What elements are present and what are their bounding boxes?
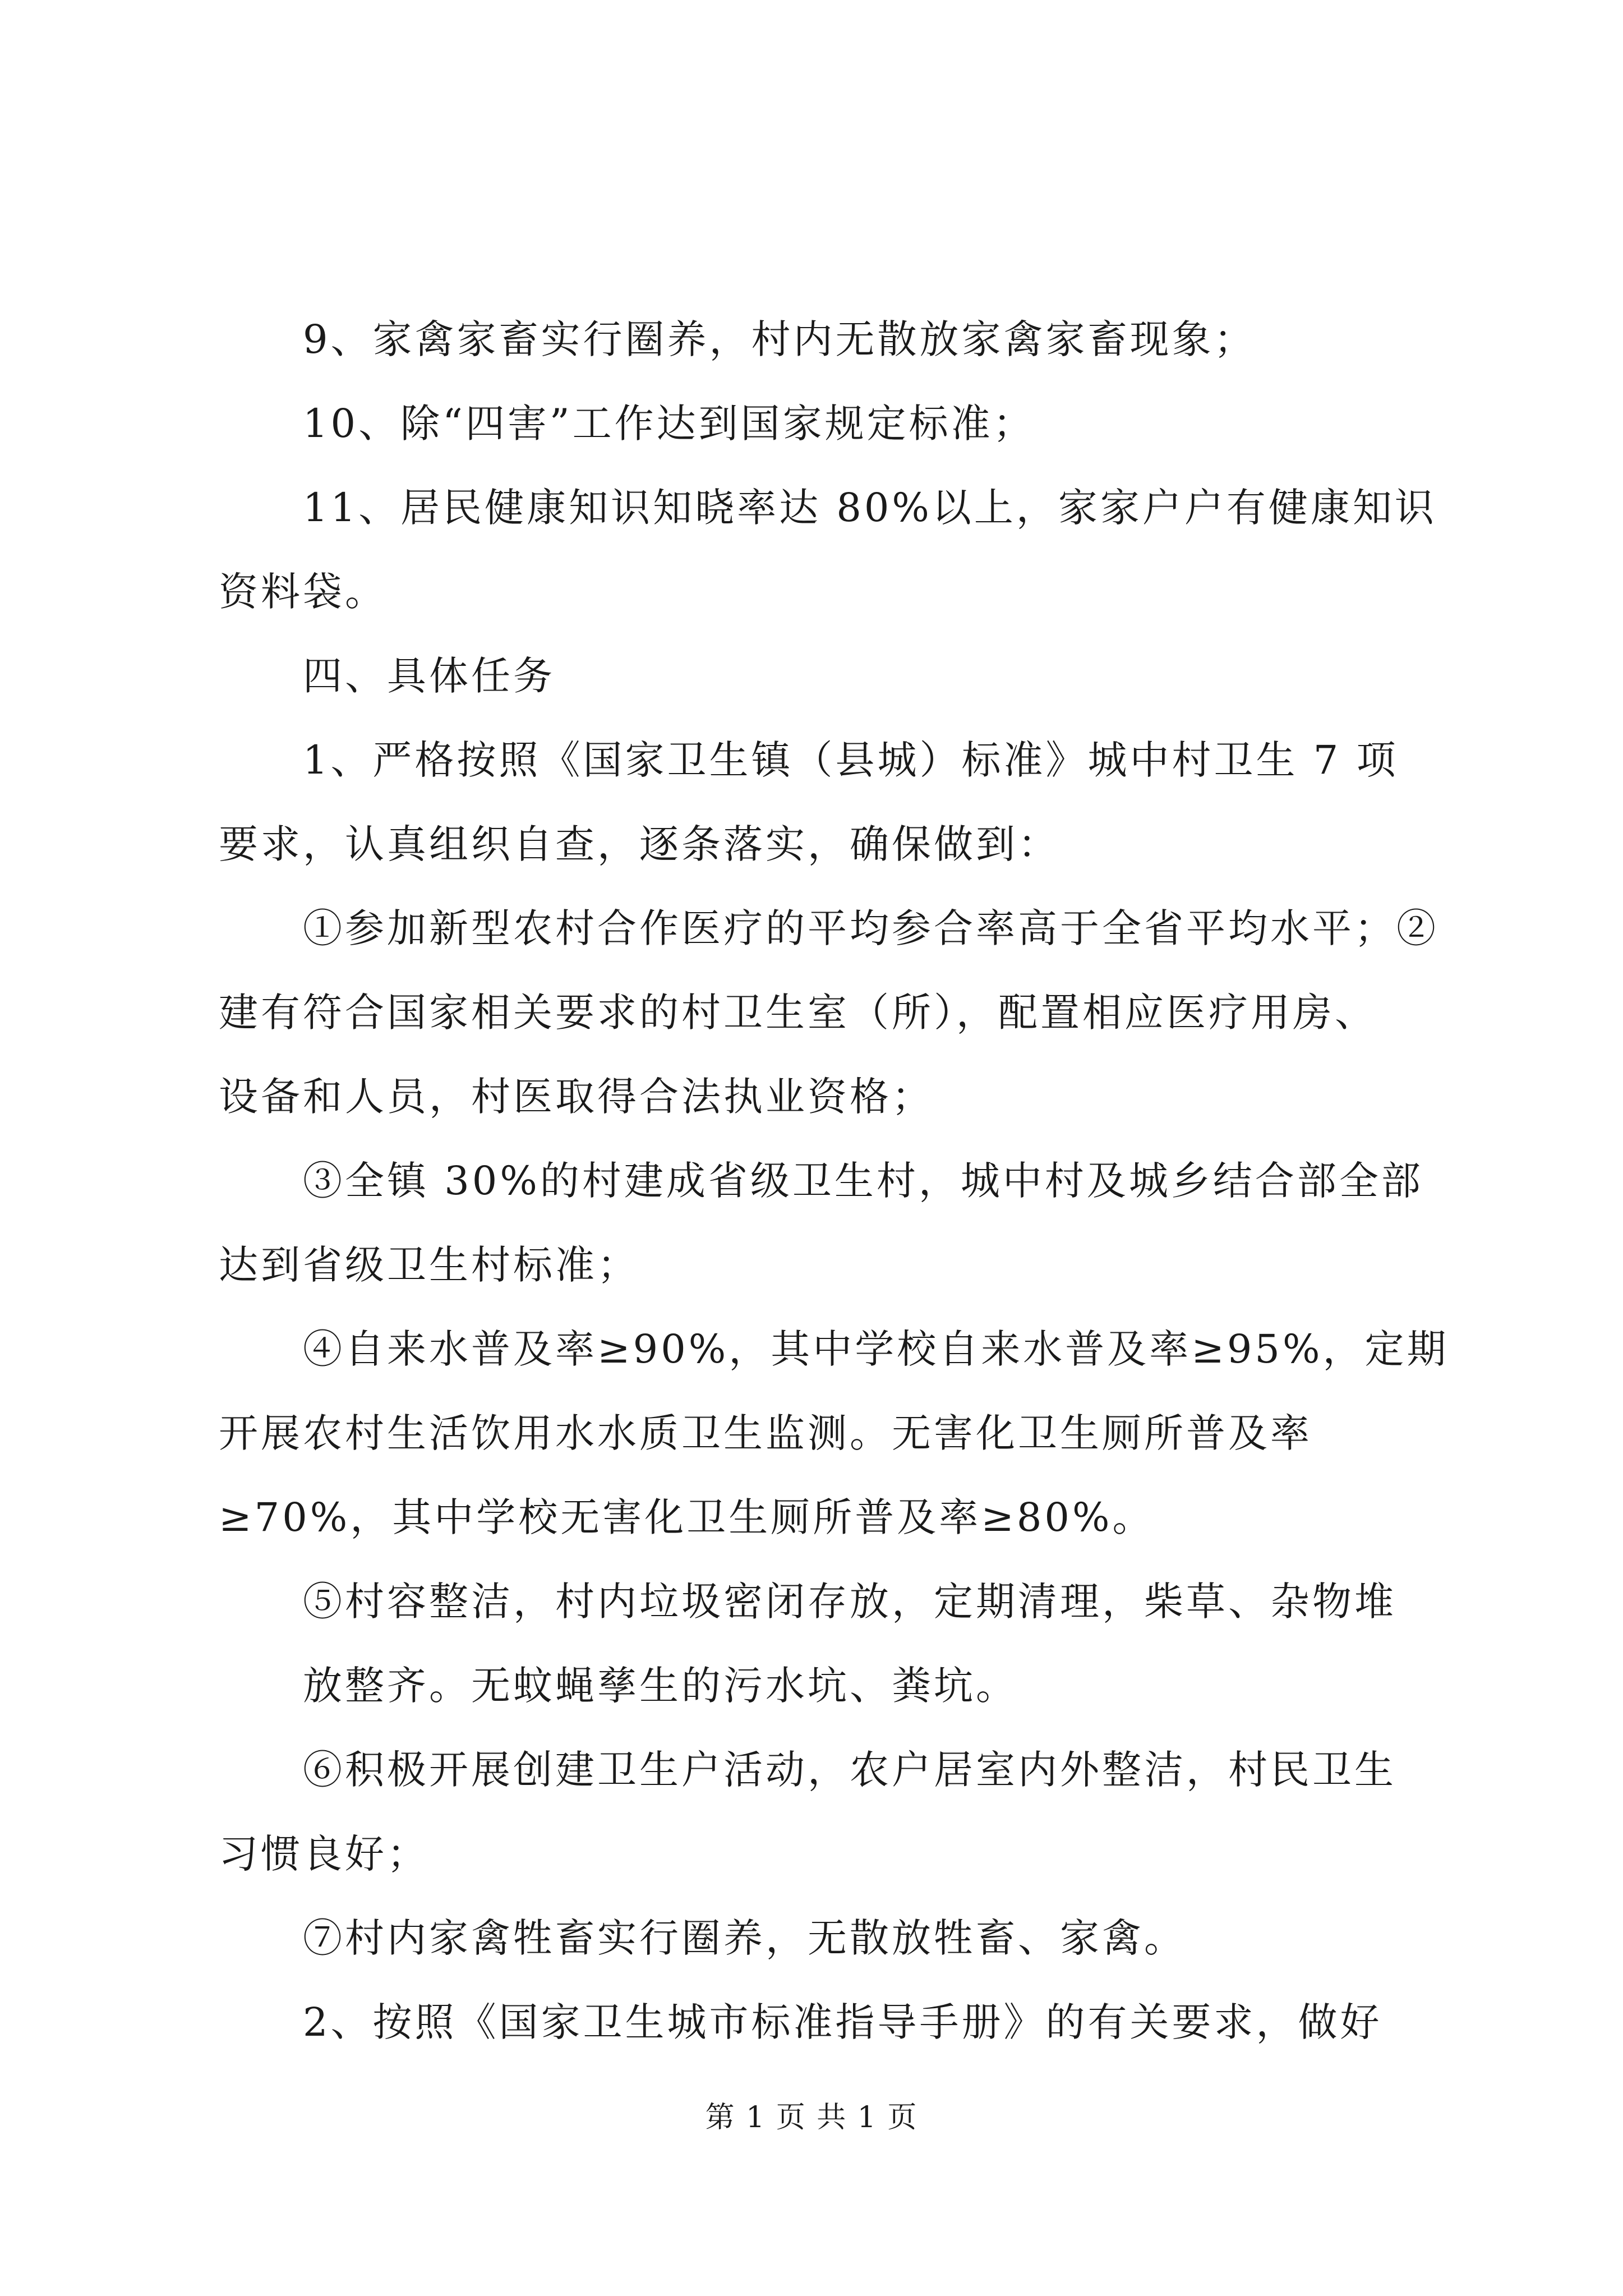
text-line: ⑥积极开展创建卫生户活动，农户居室内外整洁，村民卫生 xyxy=(303,1747,1396,1793)
text-line: 1、严格按照《国家卫生镇（县城）标准》城中村卫生 7 项 xyxy=(303,737,1399,783)
text-line: 要求，认真组织自查，逐条落实，确保做到： xyxy=(219,821,1060,867)
document-body xyxy=(219,297,1449,2064)
text-line: ⑦村内家禽牲畜实行圈养，无散放牲畜、家禽。 xyxy=(303,1915,1186,1961)
text-line: ≥70%，其中学校无害化卫生厕所普及率≥80%。 xyxy=(219,1494,1155,1540)
text-line: 习惯良好； xyxy=(219,1831,429,1877)
text-line: 达到省级卫生村标准； xyxy=(219,1242,639,1288)
page-footer: 第 1 页 共 1 页 xyxy=(705,2101,918,2134)
text-line: 2、按照《国家卫生城市标准指导手册》的有关要求，做好 xyxy=(303,1999,1382,2045)
text-line: 开展农村生活饮用水水质卫生监测。无害化卫生厕所普及率 xyxy=(219,1410,1312,1456)
text-line: 10、除“四害”工作达到国家规定标准； xyxy=(303,401,1035,447)
text-line: ⑤村容整洁，村内垃圾密闭存放，定期清理，柴草、杂物堆 xyxy=(303,1579,1396,1625)
text-line: 11、居民健康知识知晓率达 80%以上，家家户户有健康知识 xyxy=(303,485,1437,531)
text-line: 四、具体任务 xyxy=(303,653,555,699)
text-line: 9、家禽家畜实行圈养，村内无散放家禽家畜现象； xyxy=(303,316,1256,362)
text-line: ④自来水普及率≥90%，其中学校自来水普及率≥95%，定期 xyxy=(303,1326,1449,1372)
text-line: 资料袋。 xyxy=(219,569,387,615)
text-line: 设备和人员，村医取得合法执业资格； xyxy=(219,1074,934,1120)
text-line: ③全镇 30%的村建成省级卫生村，城中村及城乡结合部全部 xyxy=(303,1158,1423,1204)
text-line: 建有符合国家相关要求的村卫生室（所），配置相应医疗用房、 xyxy=(219,990,1377,1036)
text-line: ①参加新型农村合作医疗的平均参合率高于全省平均水平；② xyxy=(303,905,1438,951)
text-line: 放整齐。无蚊蝇孳生的污水坑、粪坑。 xyxy=(303,1663,1018,1709)
